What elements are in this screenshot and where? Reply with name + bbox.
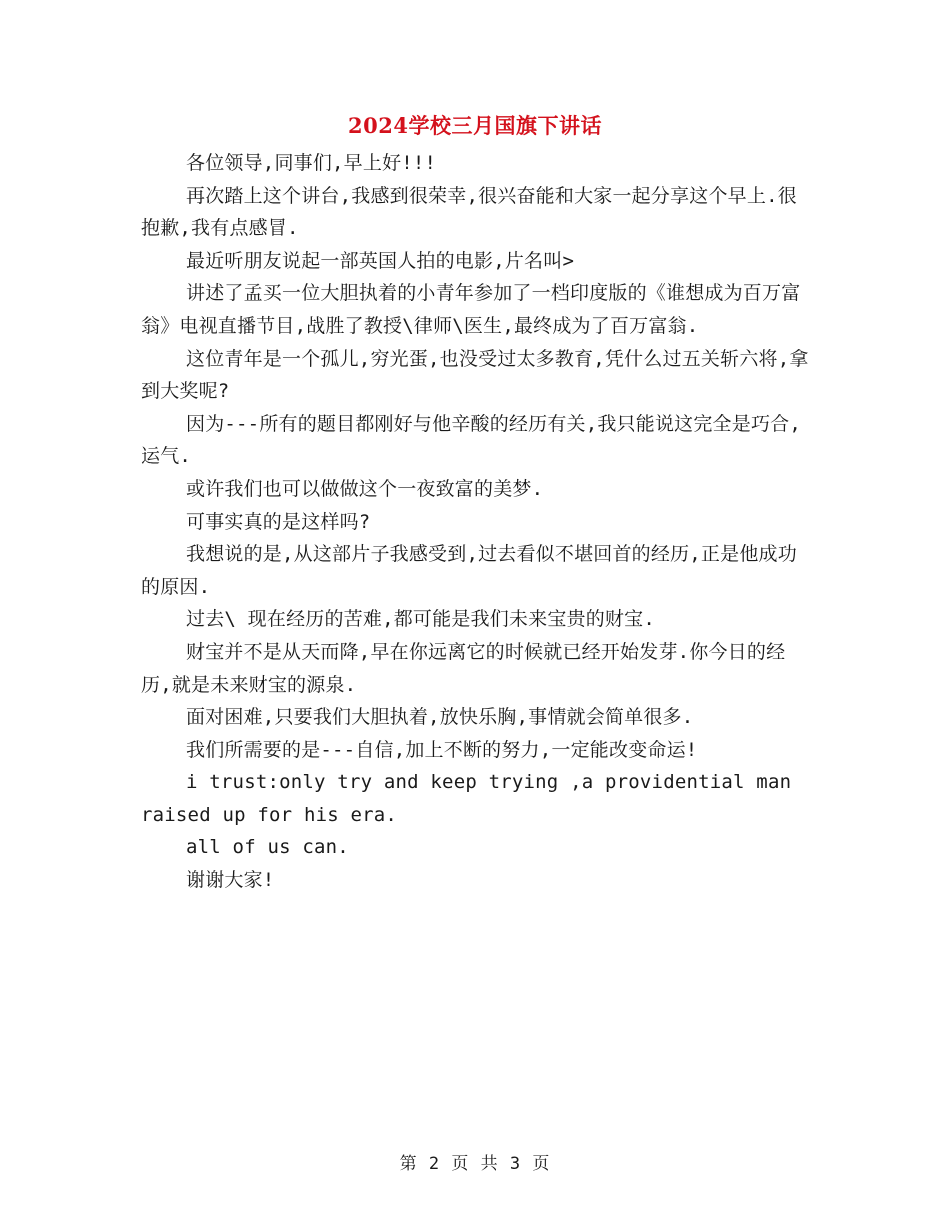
paragraph: 过去\ 现在经历的苦难,都可能是我们未来宝贵的财宝. (186, 608, 655, 631)
paragraph: 或许我们也可以做做这个一夜致富的美梦. (186, 477, 544, 500)
paragraph: 可事实真的是这样吗? (186, 510, 371, 533)
paragraph: 讲述了孟买一位大胆执着的小青年参加了一档印度版的《谁想成为百万富翁》电视直播节目,战胜了教授\律师\医生,最终成为了百万富翁. (141, 282, 801, 337)
page-number-footer: 第 2 页 共 3 页 (399, 1154, 551, 1174)
paragraph: 再次踏上这个讲台,我感到很荣幸,很兴奋能和大家一起分享这个早上.很抱歉,我有点感冒. (141, 184, 797, 240)
paragraph: 财宝并不是从天而降,早在你远离它的时候就已经开始发芽.你今日的经历,就是未来财宝的源泉. (141, 640, 786, 696)
paragraph: 这位青年是一个孤儿,穷光蛋,也没受过太多教育,凭什么过五关斩六将,拿到大奖呢? (141, 347, 809, 403)
paragraph: 我想说的是,从这部片子我感受到,过去看似不堪回首的经历,正是他成功的原因. (141, 543, 797, 598)
paragraph-closing: 谢谢大家! (186, 869, 275, 892)
document-body (141, 147, 809, 897)
paragraph: 我们所需要的是---自信,加上不断的努力,一定能改变命运! (186, 738, 698, 761)
paragraph: 面对困难,只要我们大胆执着,放快乐胸,事情就会简单很多. (186, 706, 694, 729)
paragraph-english: i trust:only try and keep trying ,a providential man raised up for his era. (141, 771, 803, 826)
paragraph: 因为---所有的题目都刚好与他辛酸的经历有关,我只能说这完全是巧合,运气. (141, 412, 801, 468)
document-title: 2024学校三月国旗下讲话 (348, 113, 602, 138)
paragraph-english: all of us can. (186, 836, 349, 859)
paragraph-greeting: 各位领导,同事们,早上好!!! (186, 152, 437, 174)
paragraph: 最近听朋友说起一部英国人拍的电影,片名叫> (186, 249, 575, 272)
